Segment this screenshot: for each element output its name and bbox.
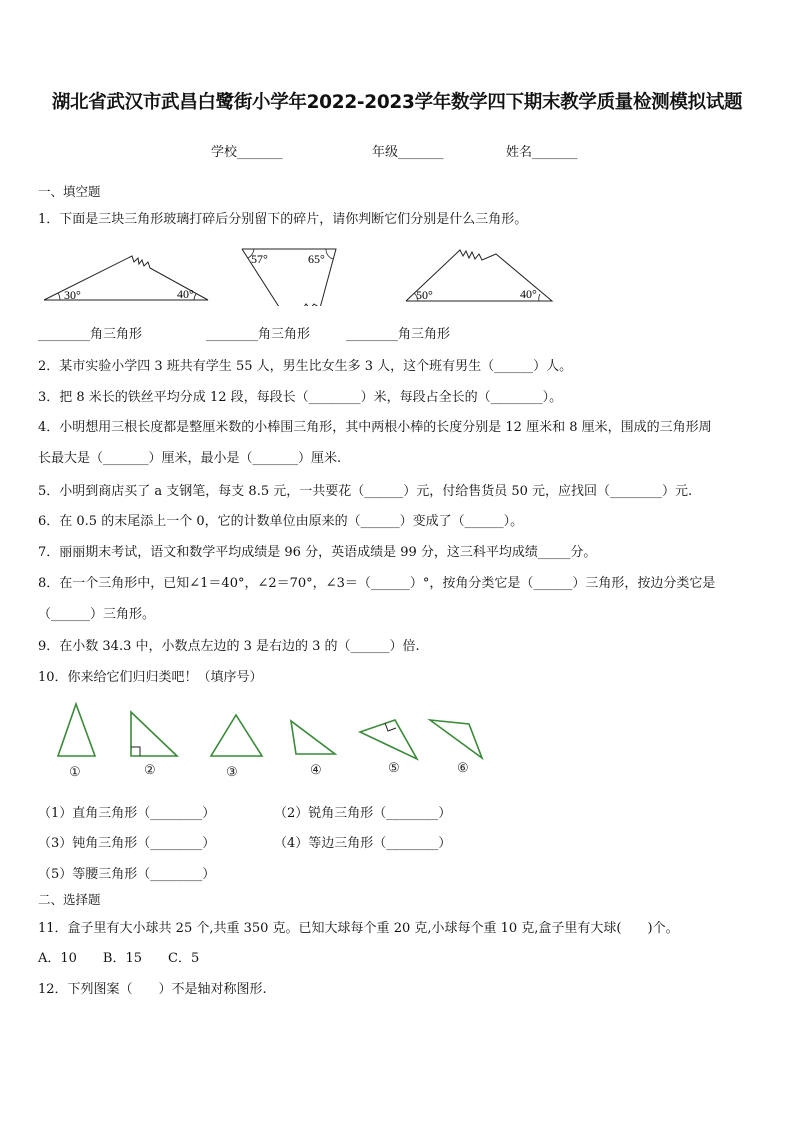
angle-label: 57°	[251, 252, 268, 266]
triangle-4	[291, 721, 335, 754]
question-8-line-1: 8．在一个三角形中，已知∠1＝40°，∠2＝70°，∠3＝（______）°，按角分类它是（______）三角形，按边分类它是	[38, 576, 716, 591]
q10-item-1[interactable]: （1）直角三角形（________）	[38, 806, 216, 821]
grade-field[interactable]: 年级_______	[372, 145, 444, 160]
glass-fragment-2	[242, 249, 336, 306]
angle-label: 30°	[64, 288, 81, 302]
section-fill-blank-heading: 一、填空题	[38, 184, 101, 199]
section-choice-heading: 二、选择题	[38, 892, 101, 907]
q1-answer-2[interactable]: ________角三角形	[206, 327, 311, 342]
triangles-figure	[50, 698, 500, 780]
question-3-text: 3．把 8 米长的铁丝平均分成 12 段，每段长（________）米，每段占全长的（________）。	[38, 390, 563, 405]
question-6-text: 6．在 0.5 的末尾添上一个 0，它的计数单位由原来的（______）变成了（______）。	[38, 514, 524, 529]
q10-item-3[interactable]: （3）钝角三角形（________）	[38, 836, 216, 851]
question-12-text: 12．下列图案（ ）不是轴对称图形.	[38, 982, 267, 997]
angle-label: 40°	[177, 287, 194, 301]
question-8-line-2: （______）三角形。	[38, 607, 156, 622]
question-10-text: 10．你来给它们归归类吧！（填序号）	[38, 670, 263, 685]
question-5-text: 5．小明到商店买了 a 支钢笔，每支 8.5 元，一共要花（______）元，付给售货员 50 元，应找回（________）元.	[38, 484, 693, 499]
triangle-label-4: ④	[310, 762, 322, 777]
glass-fragments-figure	[38, 240, 568, 306]
triangle-2	[131, 712, 177, 756]
triangle-label-2: ②	[144, 762, 156, 777]
q10-item-5[interactable]: （5）等腰三角形（________）	[38, 867, 216, 882]
question-11-options[interactable]: A．10 B．15 C．5	[38, 951, 200, 966]
question-11-text: 11．盒子里有大小球共 25 个,共重 350 克。已知大球每个重 20 克,小球每个重 10 克,盒子里有大球( )个。	[38, 921, 679, 936]
triangle-label-1: ①	[69, 764, 81, 779]
glass-fragment-1	[44, 256, 208, 302]
name-field[interactable]: 姓名_______	[506, 145, 578, 160]
glass-fragment-3	[406, 250, 552, 302]
triangle-5	[360, 720, 417, 759]
triangle-1	[58, 704, 95, 756]
question-4-line-1: 4．小明想用三根长度都是整厘米数的小棒围三角形，其中两根小棒的长度分别是 12 厘米和 8 厘米，围成的三角形周	[38, 420, 712, 435]
angle-label: 50°	[416, 288, 433, 302]
question-2-text: 2．某市实验小学四 3 班共有学生 55 人，男生比女生多 3 人，这个班有男生（______）人。	[38, 359, 573, 374]
school-field[interactable]: 学校_______	[211, 145, 283, 160]
q10-item-4[interactable]: （4）等边三角形（________）	[274, 836, 452, 851]
q1-answer-1[interactable]: ________角三角形	[38, 327, 143, 342]
question-1-text: 1．下面是三块三角形玻璃打碎后分别留下的碎片，请你判断它们分别是什么三角形。	[38, 212, 528, 227]
triangle-label-3: ③	[226, 764, 238, 779]
question-7-text: 7．丽丽期末考试，语文和数学平均成绩是 96 分，英语成绩是 99 分，这三科平均成绩_____分。	[38, 545, 597, 560]
q1-answer-3[interactable]: ________角三角形	[346, 327, 451, 342]
question-4-line-2: 长最大是（_______）厘米，最小是（_______）厘米.	[38, 451, 342, 466]
page-title: 湖北省武汉市武昌白鹭街小学年2022-2023学年数学四下期末教学质量检测模拟试题	[51, 92, 743, 113]
question-9-text: 9．在小数 34.3 中，小数点左边的 3 是右边的 3 的（______）倍.	[38, 639, 420, 654]
triangle-3	[211, 715, 262, 756]
angle-label: 40°	[520, 287, 537, 301]
right-angle-mark	[131, 747, 140, 756]
q10-item-2[interactable]: （2）锐角三角形（________）	[274, 806, 452, 821]
right-angle-mark	[385, 723, 396, 731]
triangle-label-6: ⑥	[457, 760, 469, 775]
triangle-6	[430, 720, 482, 758]
angle-label: 65°	[308, 252, 325, 266]
triangle-label-5: ⑤	[388, 760, 400, 775]
